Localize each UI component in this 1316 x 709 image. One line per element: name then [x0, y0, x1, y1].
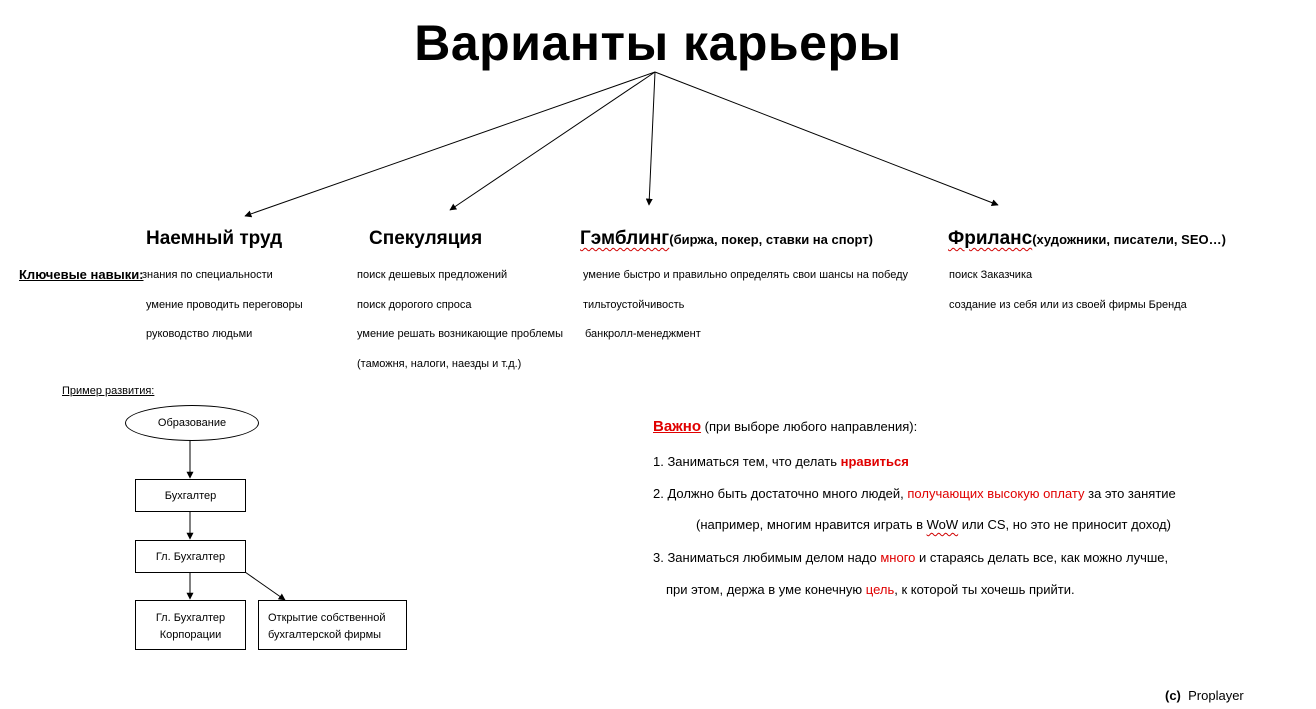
copyright-name: Proplayer [1188, 688, 1244, 703]
node-corp-chief [135, 600, 246, 650]
skill-item: умение решать возникающие проблемы [357, 328, 563, 340]
copyright-mark: (c) [1165, 688, 1181, 703]
page-title: Варианты карьеры [414, 15, 902, 71]
heading-hired-work-text: Наемный труд [146, 228, 283, 249]
node-accountant-label: Бухгалтер [164, 489, 217, 502]
arrow-to-freelance [655, 72, 998, 205]
key-skills-label: Ключевые навыки: [19, 267, 144, 282]
heading-freelance [948, 228, 1226, 250]
important-p1-red: нравиться [840, 454, 909, 469]
important-heading [653, 418, 917, 435]
node-chief-accountant [135, 540, 246, 573]
important-p2-text: 2. Должно быть достаточно много людей, [653, 486, 908, 501]
important-title: Важно [653, 418, 702, 435]
skill-item: умение быстро и правильно определять свои шансы на победу [583, 269, 909, 281]
important-p3-cont-end: , к которой ты хочешь прийти. [894, 582, 1075, 597]
node-own-firm [258, 600, 407, 650]
important-p3-cont-text: при этом, держа в уме конечную [666, 582, 866, 597]
important-point-2-note [696, 517, 1171, 532]
important-p3-text: 3. Заниматься любимым делом надо [653, 550, 881, 565]
important-p3-red: много [880, 550, 916, 565]
arrow-to-speculation [450, 72, 655, 210]
skill-item: создание из себя или из своей фирмы Бренда [949, 299, 1187, 311]
node-education-label: Образование [157, 417, 227, 429]
node-education [125, 405, 259, 441]
skill-item: умение проводить переговоры [146, 299, 303, 311]
heading-gambling-sub: (биржа, покер, ставки на спорт) [669, 232, 873, 247]
skill-item: поиск дорогого спроса [357, 299, 472, 311]
important-point-3 [653, 550, 1168, 565]
important-p2-note-end: или CS, но это не приносит доход) [958, 517, 1171, 532]
heading-freelance-sub: (художники, писатели, SEO…) [1032, 232, 1226, 247]
heading-freelance-text: Фриланс [948, 228, 1033, 249]
arrow-chief-own-firm [245, 572, 285, 600]
important-point-2 [653, 486, 1176, 501]
important-point-1 [653, 454, 909, 469]
important-p2-note-text: (например, многим нравится играть в [696, 517, 927, 532]
node-chief-accountant-label: Гл. Бухгалтер [155, 550, 226, 563]
important-p3-text-end: и стараясь делать все, как можно лучше, [915, 550, 1169, 565]
node-own-firm-line1: Открытие собственной [268, 612, 386, 624]
node-corp-chief-line2: Корпорации [159, 629, 222, 641]
important-p3-cont-red: цель [865, 582, 895, 597]
heading-gambling-text: Гэмблинг [580, 228, 670, 249]
important-title-rest: (при выборе любого направления): [701, 419, 918, 434]
heading-hired-work [146, 228, 282, 250]
arrow-to-hired-work [245, 72, 655, 216]
skill-item: знания по специальности [142, 269, 273, 281]
important-p2-note-wow: WoW [926, 517, 959, 532]
node-corp-chief-line1: Гл. Бухгалтер [155, 612, 226, 624]
copyright [1165, 688, 1244, 703]
arrow-to-gambling [649, 72, 655, 205]
example-label: Пример развития: [62, 385, 155, 397]
important-p2-text-end: за это занятие [1084, 486, 1176, 501]
skill-item: (таможня, налоги, наезды и т.д.) [357, 358, 522, 370]
node-accountant [135, 479, 246, 512]
node-own-firm-line2: бухгалтерской фирмы [268, 629, 382, 641]
heading-gambling [580, 228, 873, 250]
skill-item: поиск дешевых предложений [357, 269, 508, 281]
important-p2-red: получающих высокую оплату [907, 486, 1085, 501]
heading-speculation [369, 228, 482, 250]
skill-item: руководство людьми [146, 328, 253, 340]
skill-item: поиск Заказчика [949, 269, 1033, 281]
skill-item: тильтоустойчивость [583, 299, 685, 311]
skill-item: банкролл-менеджмент [585, 328, 701, 340]
important-point-3-cont [666, 582, 1075, 597]
important-p1-text: 1. Заниматься тем, что делать [653, 454, 841, 469]
heading-speculation-text: Спекуляция [369, 228, 483, 249]
